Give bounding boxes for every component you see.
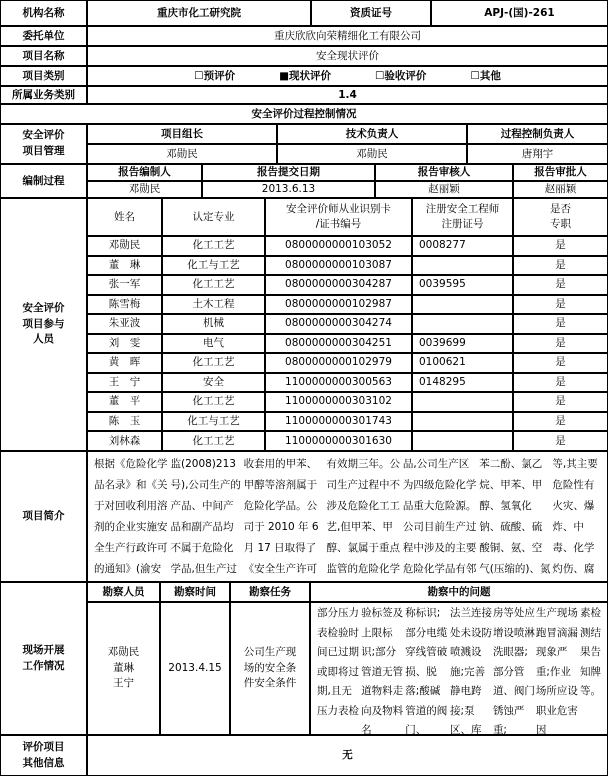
business-value: 1.4: [87, 86, 608, 104]
survey-issue-line: 称标识;部分电缆穿线管破损、脱落;酸碱管道的阀门、: [405, 607, 448, 735]
compiler-label: 报告编制人: [87, 164, 202, 181]
summary-label: 项目简介: [0, 451, 87, 582]
staff-full-cell: 是: [513, 353, 608, 373]
staff-major-cell: 化工工艺: [162, 431, 265, 451]
col-name-header: 姓名: [87, 198, 162, 236]
category-acceptance[interactable]: ☐验收评价: [375, 69, 427, 82]
staff-major-cell: 电气: [162, 334, 265, 354]
staff-eng-cell: 0039699: [412, 334, 513, 354]
tech-value: 邓勋民: [277, 144, 467, 164]
staff-eng-cell: [412, 256, 513, 276]
staff-eng-cell: [412, 412, 513, 432]
staff-cert-cell: 1100000000301743: [265, 412, 412, 432]
staff-name-cell: 张一军: [87, 275, 162, 295]
summary-line: 监(2008)213 号),公司生产的产品、中间产品和副产品均不属于危险化学品,但生产过: [170, 458, 241, 575]
survey-issues: [310, 602, 608, 735]
leader-value: 邓勋民: [87, 144, 277, 164]
category-pre[interactable]: ☐预评价: [194, 69, 236, 82]
staff-name-cell: 王 宁: [87, 373, 162, 393]
staff-cert-cell: 1100000000300563: [265, 373, 412, 393]
staff-full-cell: 是: [513, 334, 608, 354]
staff-full-cell: 是: [513, 295, 608, 315]
survey-label-line2: 工作情况: [22, 659, 65, 672]
category-current[interactable]: ■现状评价: [279, 69, 331, 82]
survey-issue-line: 素检测结果告知牌等。: [579, 607, 601, 697]
staff-name-cell: 陈 玉: [87, 412, 162, 432]
category-other[interactable]: ☐其他: [470, 69, 501, 82]
staff-full-cell: 是: [513, 256, 608, 276]
survey-staff-member: 邓勋民: [107, 645, 140, 658]
col-eng-line1: 注册安全工程师: [425, 203, 500, 216]
business-label: 所属业务类别: [0, 86, 87, 104]
ctrl-value: 唐翔宇: [467, 144, 608, 164]
submit-value: 2013.6.13: [202, 181, 375, 198]
staff-major-cell: 化工工艺: [162, 353, 265, 373]
staff-name-cell: 董 平: [87, 392, 162, 412]
staff-eng-cell: [412, 295, 513, 315]
col-cert-line1: 安全评价师从业识别卡: [286, 203, 391, 216]
project-label: 项目名称: [0, 46, 87, 66]
staff-name-cell: 陈雪梅: [87, 295, 162, 315]
staff-full-cell: 是: [513, 314, 608, 334]
col-survey-issue: 勘察中的问题: [310, 582, 608, 602]
staff-label-line1: 安全评价: [22, 301, 65, 314]
process-title: 安全评价过程控制情况: [0, 104, 608, 124]
staff-section-label: [0, 198, 87, 451]
summary-line: 苯二酚、氯乙烷、甲苯、甲醇、氢氧化钠、硫酸、硫酸铜、氨、空气(压缩的)、氮: [479, 458, 551, 575]
survey-issue-line: 验标签及上限标识;部分管道无管道物料走向及物料名: [361, 607, 404, 735]
staff-cert-cell: 0800000000103052: [265, 236, 412, 256]
tech-label: 技术负责人: [277, 124, 467, 144]
summary-line: 收套用的甲苯、甲醇等溶剂属于危险化学品。公司于 2010 年 6 月 17 日取得了《安全生产许可: [243, 458, 319, 575]
survey-staff-member: 董琳: [113, 661, 134, 674]
reviewer-value: 赵丽颖: [375, 181, 513, 198]
staff-name-cell: 邓勋民: [87, 236, 162, 256]
staff-eng-cell: [412, 314, 513, 334]
staff-full-cell: 是: [513, 236, 608, 256]
client-label: 委托单位: [0, 26, 87, 46]
survey-staff: [87, 602, 160, 735]
staff-name-cell: 董 琳: [87, 256, 162, 276]
survey-label-line1: 现场开展: [22, 643, 65, 656]
col-cert-header: [265, 198, 412, 236]
mgmt-label-line2: 项目管理: [22, 145, 65, 157]
project-value: 安全现状评价: [87, 46, 608, 66]
staff-cert-cell: 0800000000102987: [265, 295, 412, 315]
cert-label: 资质证号: [311, 0, 431, 26]
survey-staff-member: 王宁: [113, 677, 134, 690]
org-value: 重庆市化工研究院: [87, 0, 311, 26]
staff-label-line2: 项目参与: [22, 317, 65, 330]
summary-text: [87, 451, 608, 582]
survey-issue-line: 房等处应增设喷淋洗眼器;部分管道、阀门锈蚀严重;: [492, 607, 535, 735]
staff-major-cell: 化工工艺: [162, 236, 265, 256]
survey-time: 2013.4.15: [160, 602, 230, 735]
staff-major-cell: 化工与工艺: [162, 412, 265, 432]
staff-cert-cell: 1100000000301630: [265, 431, 412, 451]
approver-label: 报告审批人: [513, 164, 608, 181]
staff-cert-cell: 0800000000102979: [265, 353, 412, 373]
col-full-header: [513, 198, 608, 236]
other-value: 无: [87, 735, 608, 776]
staff-major-cell: 化工工艺: [162, 275, 265, 295]
client-value: 重庆欣欣向荣精细化工有限公司: [87, 26, 608, 46]
other-label-line2: 其他信息: [22, 756, 65, 769]
staff-eng-cell: [412, 431, 513, 451]
staff-eng-cell: 0148295: [412, 373, 513, 393]
staff-full-cell: 是: [513, 392, 608, 412]
reviewer-label: 报告审核人: [375, 164, 513, 181]
col-cert-line2: /证书编号: [315, 218, 362, 230]
mgmt-label-line1: 安全评价: [22, 129, 65, 142]
col-eng-header: [412, 198, 513, 236]
col-survey-time: 勘察时间: [160, 582, 230, 602]
staff-name-cell: 朱亚波: [87, 314, 162, 334]
staff-full-cell: 是: [513, 431, 608, 451]
staff-eng-cell: 0100621: [412, 353, 513, 373]
ctrl-label: 过程控制负责人: [467, 124, 608, 144]
survey-issue-line: 法兰连接处未设防喷溅设施;完善静电跨接;泵区、库: [450, 607, 493, 735]
staff-eng-cell: 0008277: [412, 236, 513, 256]
survey-label: [0, 582, 87, 735]
col-full-line1: 是否: [550, 203, 571, 216]
col-survey-task: 勘察任务: [230, 582, 310, 602]
staff-eng-cell: 0039595: [412, 275, 513, 295]
approver-value: 赵丽颖: [513, 181, 608, 198]
survey-task-line: 公司生产现: [243, 645, 297, 658]
staff-major-cell: 化工与工艺: [162, 256, 265, 276]
survey-task-line: 场的安全条: [243, 661, 297, 674]
survey-task: [230, 602, 310, 735]
staff-name-cell: 黄 晖: [87, 353, 162, 373]
category-options: [87, 66, 608, 86]
mgmt-label: [0, 124, 87, 164]
staff-label-line3: 人员: [33, 333, 54, 346]
other-label-line1: 评价项目: [22, 740, 65, 753]
staff-full-cell: 是: [513, 275, 608, 295]
col-survey-staff: 勘察人员: [87, 582, 160, 602]
survey-issue-line: 生产现场跑冒滴漏现象严重;作业场所应设职业危害因: [535, 607, 578, 735]
survey-issue-line: 部分压力表检验时间已过期或即将过期,且无压力表检: [317, 607, 359, 717]
staff-cert-cell: 1100000000303102: [265, 392, 412, 412]
col-full-line2: 专职: [550, 218, 571, 230]
compile-label: 编制过程: [0, 164, 87, 198]
staff-cert-cell: 0800000000304251: [265, 334, 412, 354]
compiler-value: 邓勋民: [87, 181, 202, 198]
staff-major-cell: 土木工程: [162, 295, 265, 315]
staff-major-cell: 化工工艺: [162, 392, 265, 412]
col-eng-line2: 注册证号: [441, 218, 484, 230]
staff-eng-cell: [412, 392, 513, 412]
staff-major-cell: 安全: [162, 373, 265, 393]
cert-value: APJ-(国)-261: [431, 0, 608, 26]
summary-line: 根据《危险化学品名录》和《关于对回收利用溶剂的企业实施安全生产行政许可的通知》(渝安: [94, 458, 168, 575]
staff-major-cell: 机械: [162, 314, 265, 334]
leader-label: 项目组长: [87, 124, 277, 144]
col-major-header: 认定专业: [162, 198, 265, 236]
category-label: 项目类别: [0, 66, 87, 86]
survey-task-line: 件安全条件: [243, 677, 297, 690]
staff-cert-cell: 0800000000103087: [265, 256, 412, 276]
summary-line: 品,公司生产区为四级危险化学品重大危险源。公司目前生产过程中涉及的主要危险化学品有邻: [402, 458, 477, 575]
summary-line: 等,其主要危险性有火灾、爆炸、中毒、化学灼伤、腐: [552, 458, 598, 575]
staff-cert-cell: 0800000000304287: [265, 275, 412, 295]
staff-name-cell: 刘 雯: [87, 334, 162, 354]
org-label: 机构名称: [0, 0, 87, 26]
submit-label: 报告提交日期: [202, 164, 375, 181]
staff-full-cell: 是: [513, 373, 608, 393]
summary-line: 有效期三年。公司生产过程中不涉及危险化工工艺,但甲苯、甲醇、氯属于重点监管的危险化学: [326, 458, 401, 575]
other-label: [0, 735, 87, 776]
staff-cert-cell: 0800000000304274: [265, 314, 412, 334]
staff-full-cell: 是: [513, 412, 608, 432]
staff-name-cell: 刘林森: [87, 431, 162, 451]
